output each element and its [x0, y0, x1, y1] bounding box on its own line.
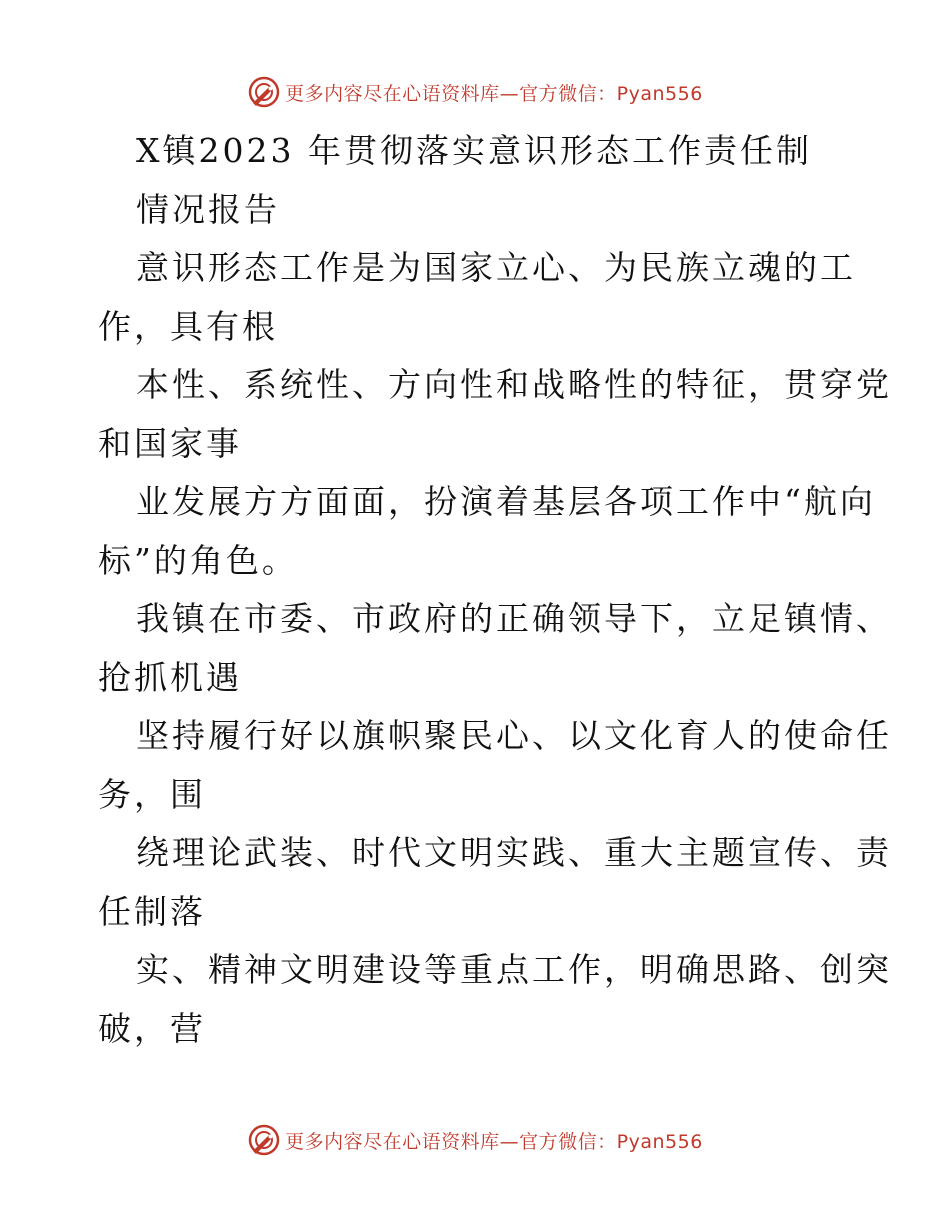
paragraph-line: 任制落	[98, 891, 206, 931]
brand-logo-icon	[247, 1123, 281, 1157]
brand-logo-icon	[247, 75, 281, 109]
paragraph-line: 意识形态工作是为国家立心、为民族立魂的工	[136, 248, 856, 287]
paragraph-line: 实、精神文明建设等重点工作，明确思路、创突	[136, 950, 892, 989]
paragraph-line: 绕理论武装、时代文明实践、重大主题宣传、责	[136, 833, 892, 872]
watermark-text: 更多内容尽在心语资料库—官方微信：Pyan556	[285, 82, 703, 105]
paragraph-line: 坚持履行好以旗帜聚民心、以文化育人的使命任	[136, 716, 892, 755]
paragraph-line: 抢抓机遇	[98, 657, 242, 697]
paragraph-line: 本性、系统性、方向性和战略性的特征，贯穿党	[136, 365, 892, 404]
paragraph-line: 破，营	[98, 1008, 206, 1048]
document-body	[98, 122, 892, 1058]
watermark-text: 更多内容尽在心语资料库—官方微信：Pyan556	[285, 1130, 703, 1153]
document-title-line-2: 情况报告	[136, 189, 280, 229]
paragraph-line: 我镇在市委、市政府的正确领导下，立足镇情、	[136, 599, 892, 638]
paragraph-line: 务，围	[98, 774, 206, 814]
footer-watermark-banner	[0, 1120, 950, 1160]
paragraph-line: 标”的角色。	[98, 540, 298, 580]
header-watermark-banner	[0, 72, 950, 112]
document-title-line-1: X镇2023 年贯彻落实意识形态工作责任制	[136, 131, 812, 170]
paragraph-line: 业发展方方面面，扮演着基层各项工作中“航向	[136, 482, 876, 521]
paragraph-line: 作，具有根	[98, 306, 278, 346]
paragraph-line: 和国家事	[98, 423, 242, 463]
